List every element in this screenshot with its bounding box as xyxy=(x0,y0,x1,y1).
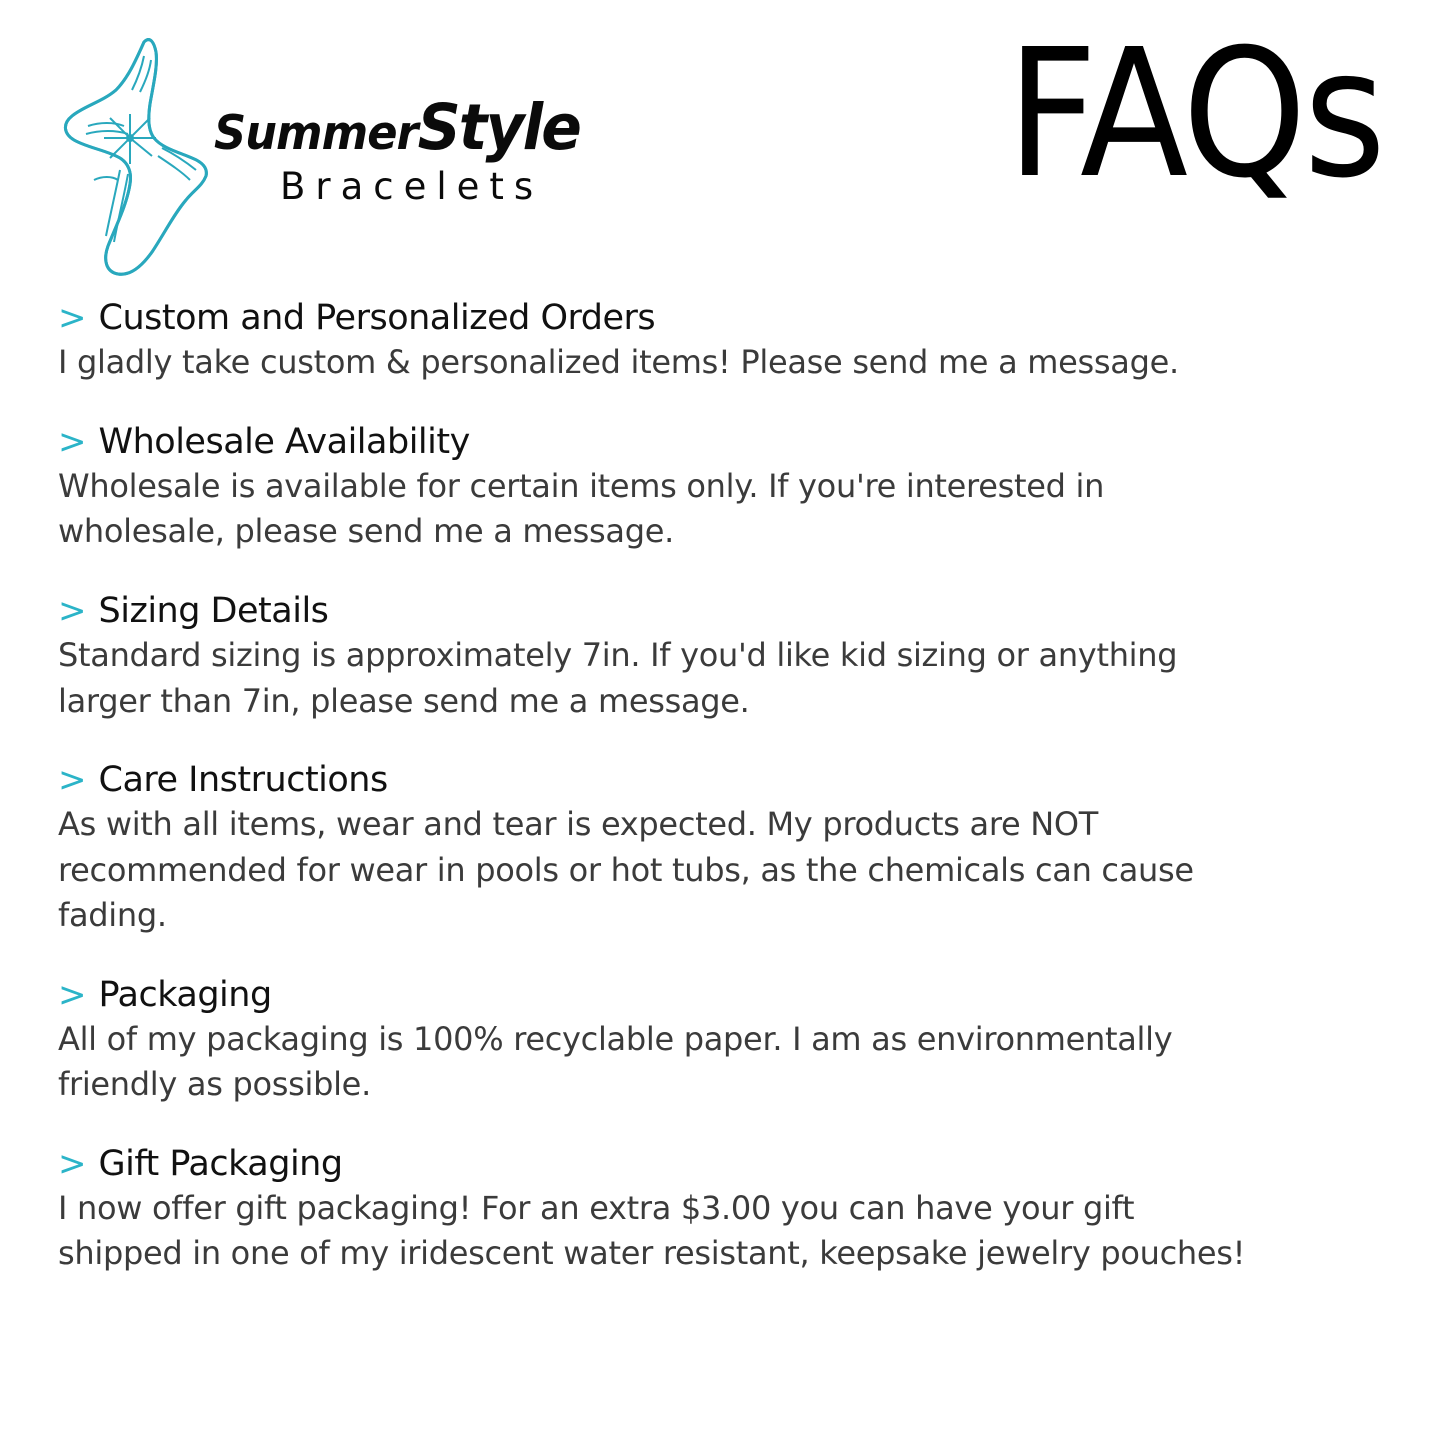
chevron-right-icon: > xyxy=(58,1143,87,1184)
faq-question: Care Instructions xyxy=(98,759,388,800)
faq-answer: I now offer gift packaging! For an extra $3.00 you can have your gift shipped in one of my iridescent water resistant, keepsake jewelry pouches! xyxy=(58,1188,1246,1273)
faq-item xyxy=(58,298,1387,386)
faq-question: Sizing Details xyxy=(98,590,329,631)
faq-question: Wholesale Availability xyxy=(98,421,470,462)
brand-subtitle: Bracelets xyxy=(280,165,544,208)
faq-question-row[interactable] xyxy=(58,975,1387,1015)
faq-question: Custom and Personalized Orders xyxy=(98,298,656,338)
chevron-right-icon: > xyxy=(58,590,87,631)
faq-item xyxy=(58,975,1387,1108)
brand-name-summer: Summer xyxy=(214,106,418,161)
chevron-right-icon: > xyxy=(58,298,87,338)
faq-item xyxy=(58,422,1387,555)
faq-answer: Wholesale is available for certain items only. If you're interested in wholesale, please send me a message. xyxy=(58,466,1105,551)
brand-name-style: Style xyxy=(417,91,580,164)
brand-lockup xyxy=(58,18,599,280)
faq-question-row[interactable] xyxy=(58,422,1387,462)
brand-name xyxy=(214,91,580,164)
chevron-right-icon: > xyxy=(58,421,87,462)
faq-question-row[interactable] xyxy=(58,1144,1387,1184)
faq-answer: Standard sizing is approximately 7in. If you'd like kid sizing or anything larger than 7in, please send me a message. xyxy=(58,636,1178,720)
brand-text xyxy=(214,91,599,208)
chevron-right-icon: > xyxy=(58,759,87,800)
page-header xyxy=(0,0,1445,290)
starfish-icon xyxy=(58,30,208,280)
faq-item xyxy=(58,591,1387,724)
faq-question-row[interactable] xyxy=(58,298,1387,338)
faq-question: Gift Packaging xyxy=(98,1143,343,1184)
faq-answer: As with all items, wear and tear is expected. My products are NOT recommended for wear in pools or hot tubs, as the chemicals can cause fading. xyxy=(58,805,1194,935)
faq-question: Packaging xyxy=(98,974,272,1015)
faq-answer: All of my packaging is 100% recyclable paper. I am as environmentally friendly as possible. xyxy=(58,1019,1173,1104)
faq-list xyxy=(0,298,1445,1277)
page-title: FAQs xyxy=(1006,11,1383,218)
faq-question-row[interactable] xyxy=(58,591,1387,631)
faq-answer: I gladly take custom & personalized items! Please send me a message. xyxy=(58,343,1179,382)
faq-question-row[interactable] xyxy=(58,760,1387,800)
faq-item xyxy=(58,760,1387,939)
chevron-right-icon: > xyxy=(58,974,87,1015)
faq-item xyxy=(58,1144,1387,1277)
